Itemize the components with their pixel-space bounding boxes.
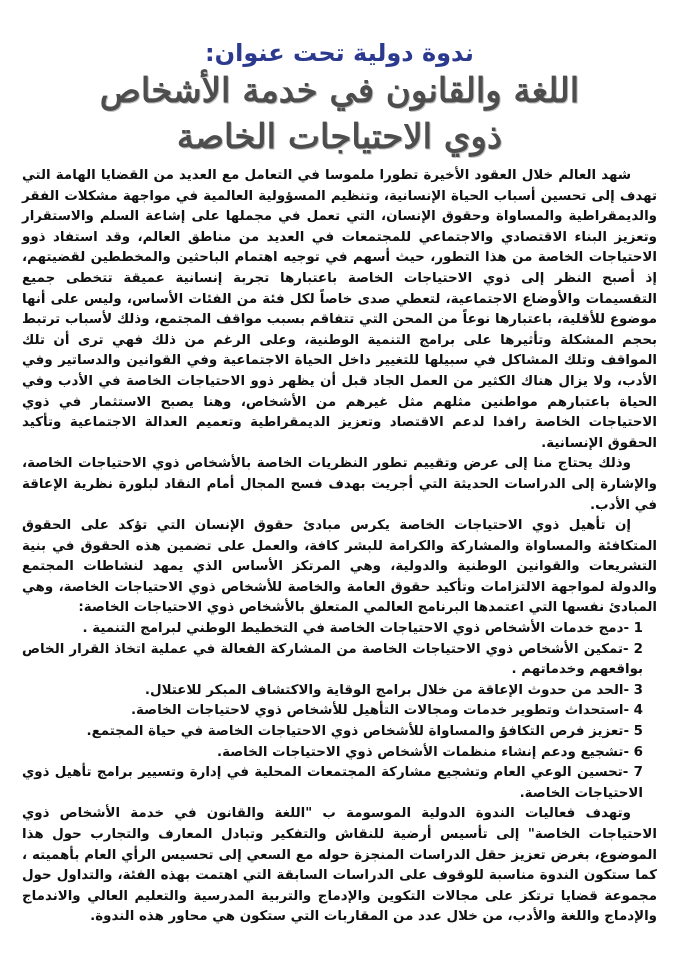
paragraph-objectives: وتهدف فعاليات الندوة الدولية الموسومة ب "اللغة والقانون في خدمة الأشخاص ذوي الاحتياجات الخاصة" إلى تأسيس أرضية للنقاش والتفكير وتبادل المعارف والتجارب حول هذا الموضوع، بغرض تعزيز حقل الدراسات المنجزة حوله مع السعي إلى تحسيس الرأي العام بأهميته ، كما ستكون الندوة مناسبة للوقوف على الدراسات السابقة التي اهتمت بهذه الفئة، والتداول حول مجموعة قضايا ترتكز على مجالات التكوين والإدماج والتربية المدرسية والتعليم العالي والاندماج والإدماج واللغة والأدب، من خلال عدد من المقاربات التي ستكون هي محاور هذه الندوة. <box>22 806 657 925</box>
symposium-kicker: ندوة دولية تحت عنوان: <box>205 39 474 67</box>
document-body <box>22 166 657 928</box>
paragraph-theories: وذلك يحتاج منا إلى عرض وتقييم تطور النظريات الخاصة بالأشخاص ذوي الاحتياجات الخاصة، والإشارة إلى الدراسات الحديثة التي أجريت بهدف فسح المجال أمام النقاد لبلورة نظرية الإعاقة في الأدب. <box>22 456 657 513</box>
principles-list <box>22 619 657 804</box>
list-item: 6 -تشجيع ودعم إنشاء منظمات الأشخاص ذوي الاحتياجات الخاصة. <box>217 744 643 760</box>
title-line-2: ذوي الاحتياجات الخاصة <box>176 117 503 157</box>
list-item: 1 -دمج خدمات الأشخاص ذوي الاحتياجات الخاصة في التخطيط الوطني لبرامج التنمية . <box>82 621 643 637</box>
list-item: 4 -استحداث وتطوير خدمات ومجالات التأهيل للأشخاص ذوي لاحتياجات الخاصة. <box>130 703 643 719</box>
list-item: 2 -تمكين الأشخاص ذوي الاحتياجات الخاصة من المشاركة الفعالة في عملية اتخاذ القرار الخاص بواقعهم وخدماتهم . <box>22 641 643 678</box>
list-item: 3 -الحد من حدوث الإعاقة من خلال برامج الوقاية والاكتشاف المبكر للاعتلال. <box>144 682 643 698</box>
paragraph-intro: شهد العالم خلال العقود الأخيرة تطورا ملموسا في التعامل مع العديد من القضايا الهامة التي تهدف إلى تحسين أسباب الحياة الإنسانية، وتنظيم المسؤولية العالمية في مواجهة مشكلات الفقر والديمقراطية والمساواة وحقوق الإنسان، التي تعمل في مجملها على إشاعة السلم والاستقرار وتعزيز البناء الاقتصادي والاجتماعي للمجتمعات في العديد من مناطق العالم، وقد استفاد ذوو الاحتياجات الخاصة من هذا التطور، حيث أسهم في توجيه اهتمام الباحثين والمخططين لقضيتهم، إذ أصبح النظر إلى ذوي الاحتياجات الخاصة باعتبارها تجربة إنسانية عميقة تتخطى جميع التقسيمات والأوضاع الاجتماعية، لتعطي صدى خاصاً لكل فئة من الفئات الأساس، وليس على أنها موضوع للأقلية، باعتبارها نوعاً من المحن التي تتفاقم بسبب مواقف المجتمع، وذلك لأسباب ترتبط بحجم المشكلة وتأثيرها على برامج التنمية الوطنية، وعلى الرغم من ذلك فهي ترى أن تلك المواقف وتلك المشاكل في سبيلها للتغيير داخل الحياة الاجتماعية وفي القوانين والدساتير وفي الأدب، ولا يزال هناك الكثير من العمل الجاد قبل أن يظهر ذوو الاحتياجات الخاصة في الأدب وفي الحياة باعتبارهم مواطنين مثلهم مثل غيرهم من الأشخاص، وهنا يصبح الاستثمار في ذوي الاحتياجات الخاصة رافدا لدعم الاقتصاد وتعزيز الديمقراطية وتعميم العدالة الاجتماعية وتأكيد الحقوق الإنسانية. <box>22 168 657 451</box>
list-item: 7 -تحسين الوعي العام وتشجيع مشاركة المجتمعات المحلية في إدارة وتسيير برامج تأهيل ذوي الاحتياجات الخاصة. <box>22 765 643 801</box>
list-item: 5 -تعزيز فرص التكافؤ والمساواة للأشخاص ذوي الاحتياجات الخاصة في حياة المجتمع. <box>86 724 643 740</box>
title-line-1: اللغة والقانون في خدمة الأشخاص <box>99 71 580 111</box>
paragraph-principles: إن تأهيل ذوي الاحتياجات الخاصة يكرس مبادئ حقوق الإنسان التي تؤكد على الحقوق المتكافئة والمساواة والمشاركة والكرامة للبشر كافة، والعمل على تضمين هذه الحقوق في بنية التشريعات والقوانين الوطنية والدولية، وهي المرتكز الأساس الذي يمهد لنشاطات المجتمع والدولة لمواجهة الالتزامات وتأكيد حقوق العامة والخاصة للأشخاص ذوي الاحتياجات الخاصة، وهي المبادئ نفسها التي اعتمدها البرنامج العالمي المتعلق بالأشخاص ذوي الاحتياجات الخاصة: <box>22 518 657 616</box>
